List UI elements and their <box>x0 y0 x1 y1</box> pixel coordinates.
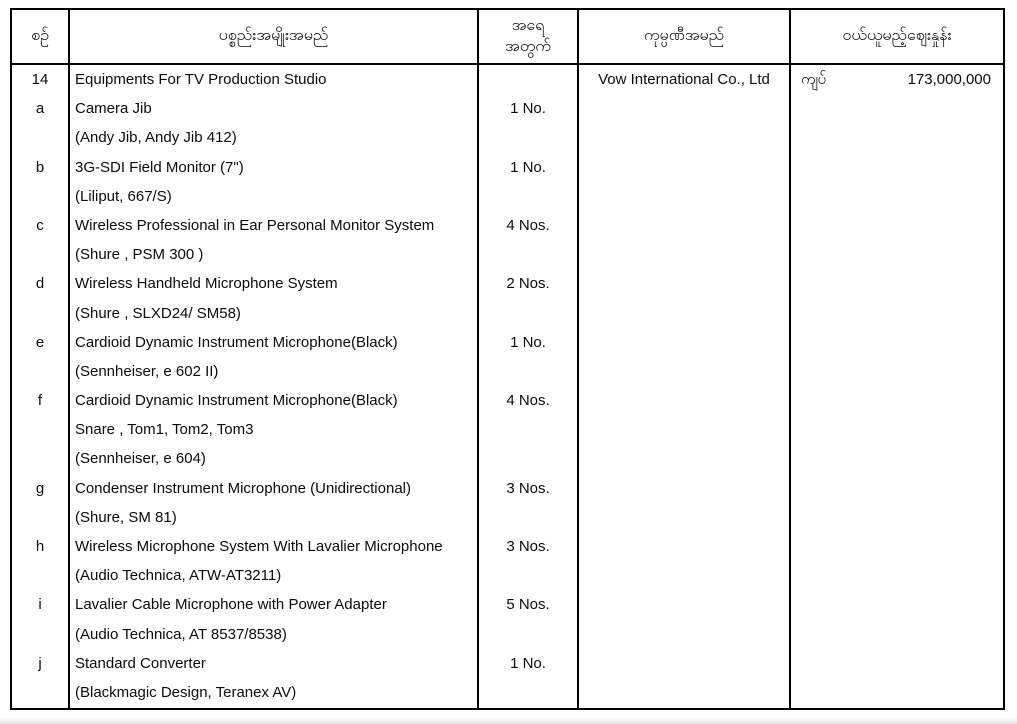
item-quantity <box>479 240 577 269</box>
item-description-line: Wireless Microphone System With Lavalier Microphone <box>75 538 443 555</box>
header-price <box>791 10 1003 65</box>
item-description-line: (Shure , SLXD24/ SM58) <box>75 304 241 322</box>
header-quantity-line2: အတွက် <box>505 37 551 55</box>
item-serial <box>12 678 68 707</box>
item-quantity <box>479 561 577 590</box>
column-price <box>791 10 1003 708</box>
item-quantity: 2 Nos. <box>506 275 550 293</box>
item-quantity <box>479 415 577 444</box>
column-item-name <box>70 10 479 708</box>
item-description-line: (Sennheiser, e 602 II) <box>75 362 219 380</box>
item-serial: e <box>35 333 45 351</box>
item-description-line: Wireless Handheld Microphone System <box>75 275 338 293</box>
item-serial: c <box>36 216 44 234</box>
item-quantity: 1 No. <box>510 100 546 118</box>
item-description-line: (Shure , PSM 300 ) <box>75 246 204 264</box>
item-serial <box>12 240 68 269</box>
item-serial: i <box>38 596 42 614</box>
item-quantity: 1 No. <box>510 333 546 351</box>
procurement-table <box>10 8 1005 710</box>
company-body <box>579 65 789 708</box>
item-serial <box>12 415 68 444</box>
item-description-line: (Andy Jib, Andy Jib 412) <box>75 129 237 147</box>
item-quantity: 3 Nos. <box>506 538 550 555</box>
item-serial: h <box>35 538 45 555</box>
item-serial <box>12 182 68 211</box>
item-description-line: Equipments For TV Production Studio <box>75 71 327 88</box>
item-quantity <box>479 503 577 532</box>
item-quantity: 3 Nos. <box>506 479 550 497</box>
item-quantity <box>479 444 577 473</box>
item-serial: g <box>35 479 45 497</box>
item-quantity <box>479 357 577 386</box>
price-body <box>791 65 1003 708</box>
item-serial: a <box>35 100 45 118</box>
item-description-line: Lavalier Cable Microphone with Power Adapter <box>75 596 387 614</box>
item-name-body <box>70 65 477 708</box>
item-description-line: 3G-SDI Field Monitor (7") <box>75 158 244 176</box>
item-quantity: 1 No. <box>510 654 546 672</box>
column-serial <box>12 10 70 708</box>
column-quantity <box>479 10 579 708</box>
column-company <box>579 10 791 708</box>
item-description-line: (Audio Technica, ATW-AT3211) <box>75 567 282 585</box>
header-company <box>579 10 789 65</box>
item-quantity: 1 No. <box>510 158 546 176</box>
item-serial: b <box>35 158 45 176</box>
header-company-label: ကုမ္ပဏီအမည် <box>643 27 725 45</box>
header-item-name <box>70 10 477 65</box>
header-serial <box>12 10 68 65</box>
header-quantity <box>479 10 577 65</box>
item-quantity: 5 Nos. <box>506 596 550 614</box>
item-description-line: (Shure, SM 81) <box>75 508 177 526</box>
item-description-line: Condenser Instrument Microphone (Unidirectional) <box>75 479 411 497</box>
price-amount: 173,000,000 <box>907 71 991 88</box>
header-item-name-label: ပစ္စည်းအမျိုးအမည် <box>218 27 329 45</box>
item-description-line: Standard Converter <box>75 654 206 672</box>
item-quantity <box>479 123 577 152</box>
item-serial <box>12 123 68 152</box>
item-quantity <box>479 678 577 707</box>
price-cell <box>791 65 1003 94</box>
item-serial <box>12 357 68 386</box>
item-description-line: (Liliput, 667/S) <box>75 187 172 205</box>
serial-body <box>12 65 68 708</box>
item-description-line: (Audio Technica, AT 8537/8538) <box>75 625 287 643</box>
item-description-line: (Sennheiser, e 604) <box>75 450 206 468</box>
item-serial <box>12 503 68 532</box>
item-quantity: 4 Nos. <box>506 392 550 410</box>
item-serial: f <box>37 392 43 410</box>
item-description-line: (Blackmagic Design, Teranex AV) <box>75 683 297 701</box>
header-quantity-line1: အရေ <box>511 16 545 34</box>
company-name: Vow International Co., Ltd <box>598 71 770 88</box>
item-quantity <box>479 620 577 649</box>
currency-label: ကျပ် <box>801 71 827 88</box>
scan-shadow <box>0 717 1017 724</box>
item-description-line: Cardioid Dynamic Instrument Microphone(Black) <box>75 392 398 410</box>
item-description-line: Cardioid Dynamic Instrument Microphone(Black) <box>75 333 398 351</box>
item-description-line: Wireless Professional in Ear Personal Monitor System <box>75 216 435 234</box>
item-serial <box>12 299 68 328</box>
item-serial <box>12 561 68 590</box>
item-serial: j <box>38 654 42 672</box>
item-quantity <box>479 182 577 211</box>
item-serial <box>12 444 68 473</box>
item-serial <box>12 620 68 649</box>
header-serial-label: စဉ် <box>31 27 49 45</box>
item-quantity <box>479 299 577 328</box>
item-quantity: 4 Nos. <box>506 216 550 234</box>
header-price-label: ဝယ်ယူမည့်ဈေးနှုန်း <box>842 27 952 45</box>
item-description-line: Camera Jib <box>75 100 152 118</box>
item-serial: 14 <box>31 71 49 88</box>
item-quantity <box>479 65 577 94</box>
item-description-line: Snare , Tom1, Tom2, Tom3 <box>75 421 254 439</box>
item-serial: d <box>35 275 45 293</box>
quantity-body <box>479 65 577 708</box>
